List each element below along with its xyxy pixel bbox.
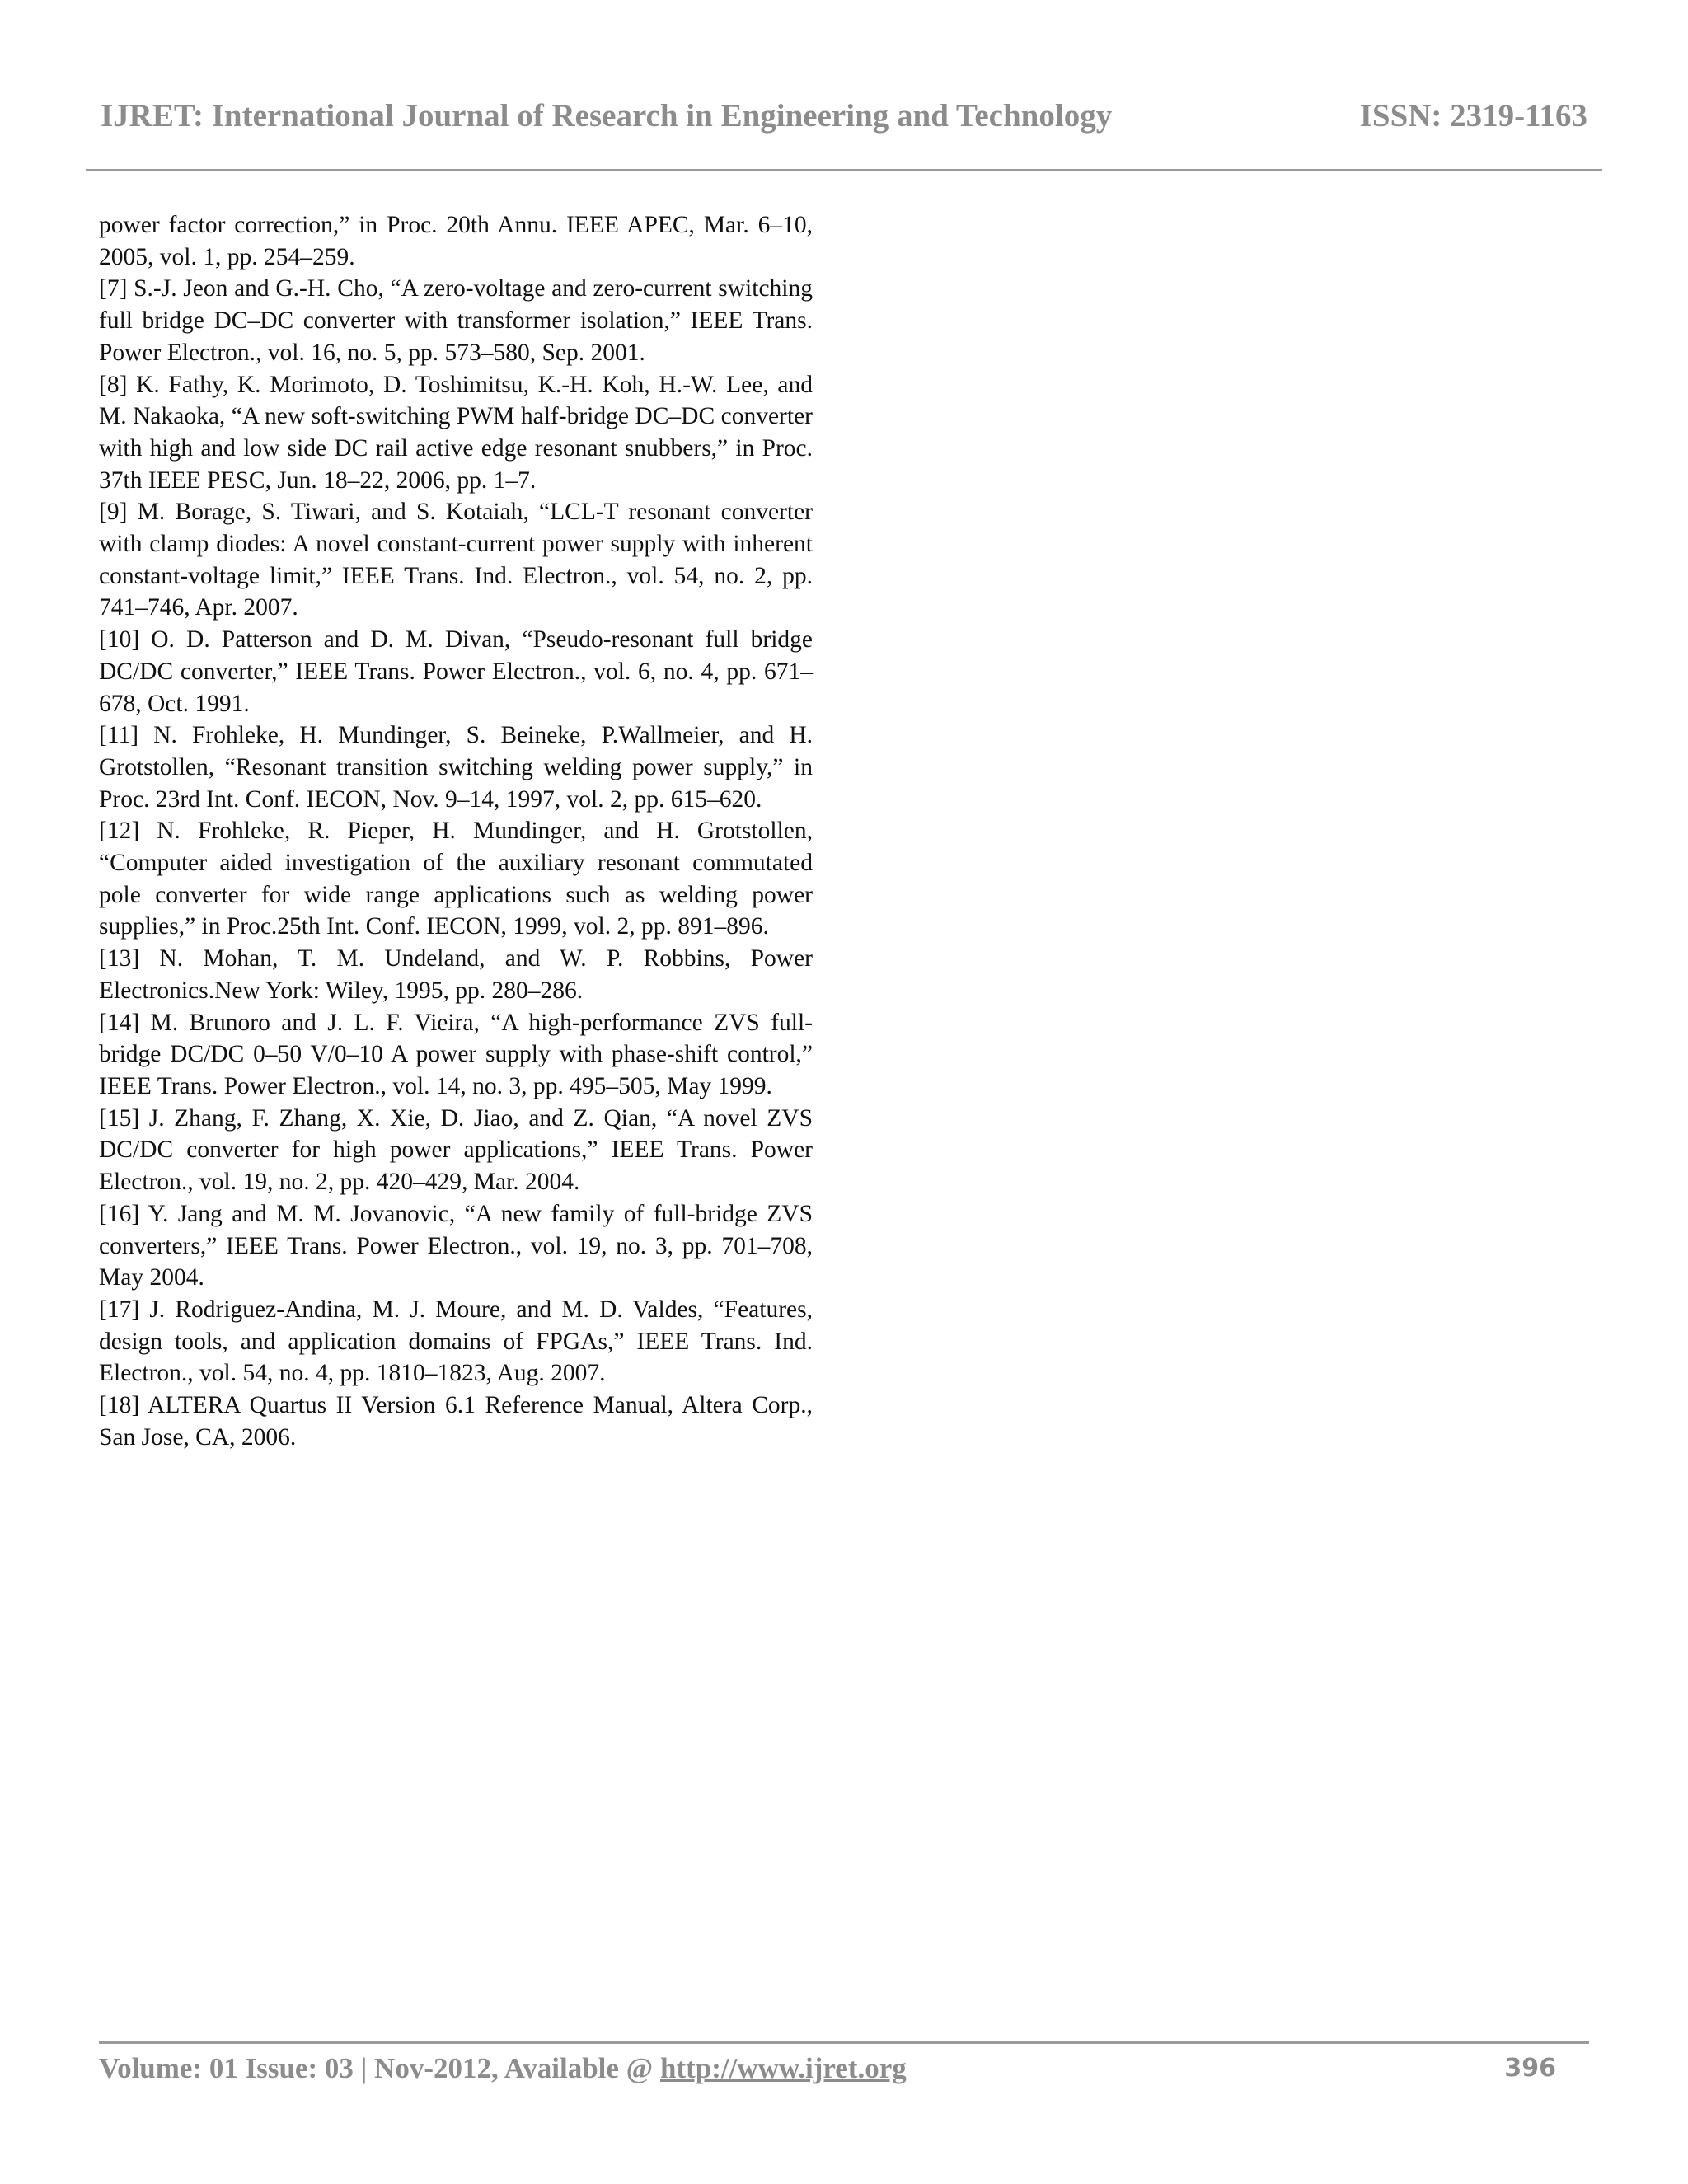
reference-item: [11] N. Frohleke, H. Mundinger, S. Beineke, P.Wallmeier, and H. Grotstollen, “Resonant transition switching welding power supply,” in Proc. 23rd Int. Conf. IECON, Nov. 9–14, 1997, vol. 2, pp. 615–620. [99,722,813,813]
reference-item: [8] K. Fathy, K. Morimoto, D. Toshimitsu, K.-H. Koh, H.-W. Lee, and M. Nakaoka, “A new soft-switching PWM half-bridge DC–DC converter with high and low side DC rail active edge resonant snubbers,” in Proc. 37th IEEE PESC, Jun. 18–22, 2006, pp. 1–7. [99,371,813,494]
reference-item: [13] N. Mohan, T. M. Undeland, and W. P. Robbins, Power Electronics.New York: Wiley, 1995, pp. 280–286. [99,945,813,1004]
reference-item: [14] M. Brunoro and J. L. F. Vieira, “A high-performance ZVS full-bridge DC/DC 0–50 V/0–10 A power supply with phase-shift control,” IEEE Trans. Power Electron., vol. 14, no. 3, pp. 495–505, May 1999. [99,1009,813,1099]
reference-item: power factor correction,” in Proc. 20th Annu. IEEE APEC, Mar. 6–10, 2005, vol. 1, pp. 254–259. [99,212,813,270]
reference-item: [9] M. Borage, S. Tiwari, and S. Kotaiah, “LCL-T resonant converter with clamp diodes: A novel constant-current power supply with inherent constant-voltage limit,” IEEE Trans. Ind. Electron., vol. 54, no. 2, pp. 741–746, Apr. 2007. [99,499,813,621]
reference-item: [7] S.-J. Jeon and G.-H. Cho, “A zero-voltage and zero-current switching full bridge DC–DC converter with transformer isolation,” IEEE Trans. Power Electron., vol. 16, no. 5, pp. 573–580, Sep. 2001. [99,275,813,366]
reference-item: [10] O. D. Patterson and D. M. Divan, “Pseudo-resonant full bridge DC/DC converter,” IEEE Trans. Power Electron., vol. 6, no. 4, pp. 671–678, Oct. 1991. [99,626,813,717]
header-divider [86,169,1602,171]
issn-label: ISSN: 2319-1163 [1359,98,1587,134]
footer-volume-info [99,2052,907,2085]
journal-title: IJRET: International Journal of Research in Engineering and Technology [101,98,1113,134]
page-number: 396 [1504,2054,1556,2083]
footer-volume-text: Volume: 01 Issue: 03 | Nov-2012, Available @ [99,2052,660,2084]
reference-item: [15] J. Zhang, F. Zhang, X. Xie, D. Jiao, and Z. Qian, “A novel ZVS DC/DC converter for high power applications,” IEEE Trans. Power Electron., vol. 19, no. 2, pp. 420–429, Mar. 2004. [99,1104,813,1196]
footer-divider [99,2041,1589,2044]
reference-item: [17] J. Rodriguez-Andina, M. J. Moure, and M. D. Valdes, “Features, design tools, and application domains of FPGAs,” IEEE Trans. Ind. Electron., vol. 54, no. 4, pp. 1810–1823, Aug. 2007. [99,1296,813,1387]
journal-website-link[interactable]: http://www.ijret.org [659,2052,907,2084]
page-header [0,0,1688,173]
reference-list [99,209,813,1453]
reference-item: [12] N. Frohleke, R. Pieper, H. Mundinger, and H. Grotstollen, “Computer aided investigation of the auxiliary resonant commutated pole converter for wide range applications such as welding power supplies,” in Proc.25th Int. Conf. IECON, 1999, vol. 2, pp. 891–896. [99,818,813,940]
reference-item: [18] ALTERA Quartus II Version 6.1 Reference Manual, Altera Corp., San Jose, CA, 2006. [99,1392,813,1451]
reference-item: [16] Y. Jang and M. M. Jovanovic, “A new family of full-bridge ZVS converters,” IEEE Trans. Power Electron., vol. 19, no. 3, pp. 701–708, May 2004. [99,1200,813,1291]
